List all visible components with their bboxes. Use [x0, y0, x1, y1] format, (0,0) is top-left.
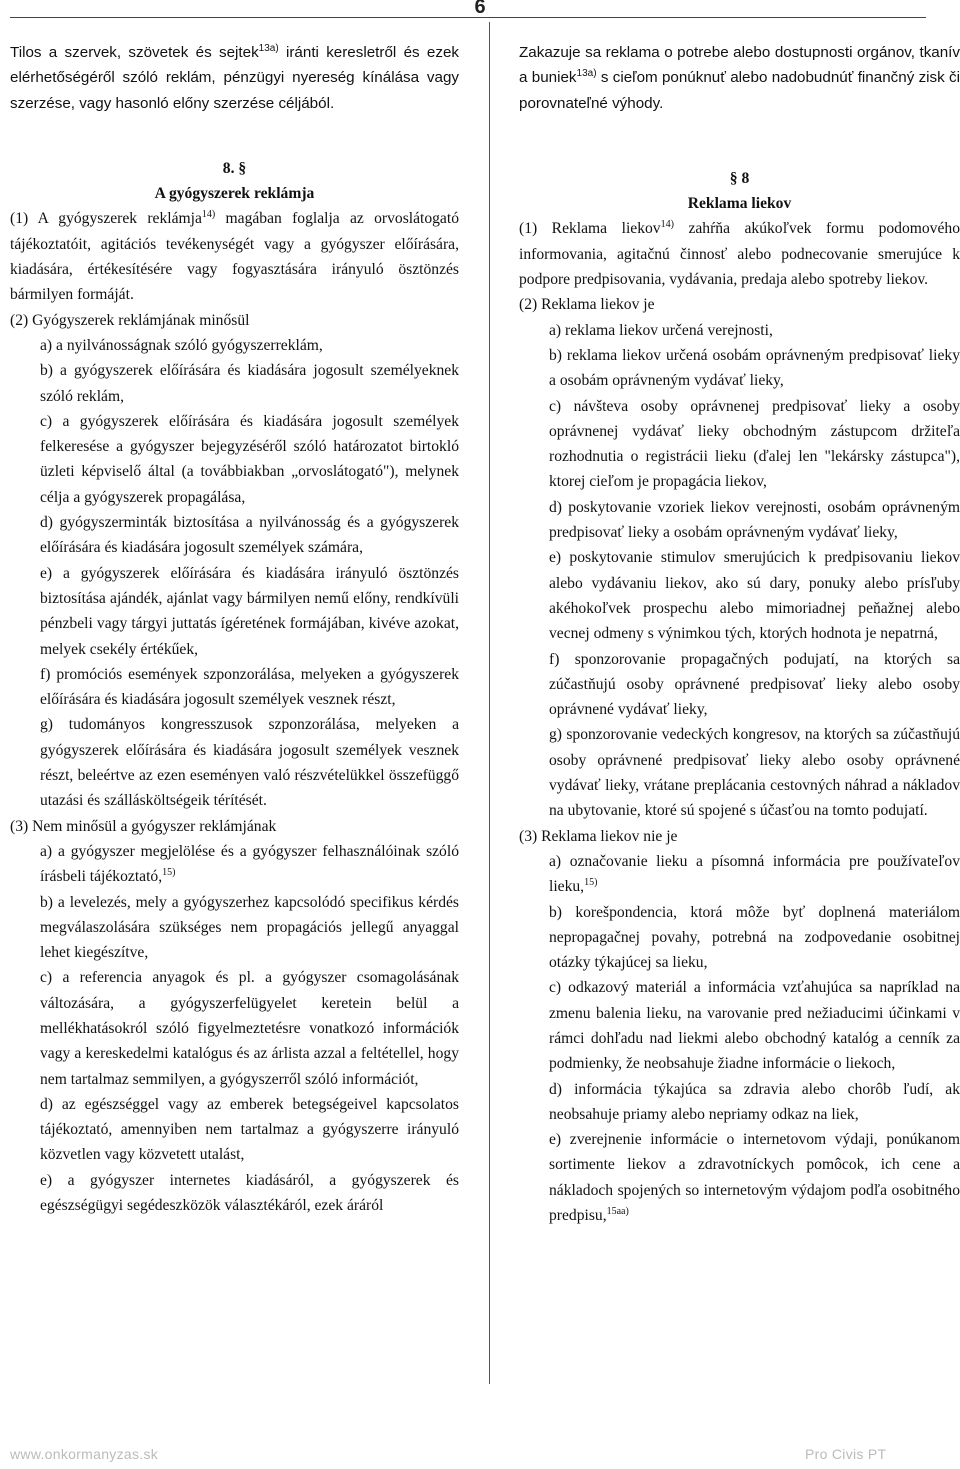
- page-number: 6: [474, 0, 486, 18]
- list-item: g) tudományos kongresszusok szponzorálása, melyeken a gyógyszerek előírására és kiadására jogosult személyek vesznek részt, beleértve az ezen eseményen való részvételükkel összefüggő utazási és szállásköltségeik térítését.: [40, 716, 459, 810]
- intro-paragraph-sk: Zakazuje sa reklama o potrebe alebo dostupnosti orgánov, tkanív a buniek$^{13a)}$ s cieľom ponúknuť alebo nadobudnúť finančný zisk či porovnateľné výhody.: [519, 44, 960, 112]
- list-item: e) poskytovanie stimulov smerujúcich k predpisovaniu liekov alebo vydávaniu liekov, ako sú dary, ponuky alebo prísľuby akéhokoľvek prospechu alebo mimoriadnej peňažnej alebo vecnej odmeny s výnimkou tých, ktorých hodnota je nepatrná,: [549, 549, 960, 643]
- footer-website: www.onkormanyzas.sk: [10, 1446, 159, 1462]
- list-item: a) označovanie lieku a písomná informácia pre používateľov lieku,$^{15)}$: [549, 852, 960, 896]
- list-item: g) sponzorovanie vedeckých kongresov, na ktorých sa zúčastňujú osoby oprávnené predpisovať lieky alebo osoby oprávnené vydávať lieky, vrátane preplácania cestovných náhrad a nákladov na ubytovanie, ktoré sú spojené s účasťou na tomto podujatí.: [549, 726, 960, 820]
- paragraph-1-sk: (1) Reklama liekov$^{14)}$ zahŕňa akúkoľvek formu podomového informovania, agitačnú činnosť alebo podnecovanie smerujúce k podpore predpisovania, vydávania, predaja alebo spotreby liekov.: [519, 219, 960, 289]
- section-title-sk: Reklama liekov: [687, 195, 792, 213]
- list-item: d) poskytovanie vzoriek liekov verejnosti, osobám oprávneným predpisovať lieky a osobám oprávneným vydávať lieky,: [549, 498, 960, 542]
- list-item: d) az egészséggel vagy az emberek betegségeivel kapcsolatos tájékoztató, amennyiben nem tartalmaz a gyógyszerre irányuló közvetlen vagy közvetett utalást,: [40, 1095, 459, 1164]
- footer-publisher: Pro Civis PT: [805, 1446, 887, 1462]
- paragraph-2-lead-hu: (2) Gyógyszerek reklámjának minősül: [10, 311, 250, 329]
- list-item: c) a gyógyszerek előírására és kiadására jogosult személyek felkeresése a gyógyszer bejegyzéséről szóló határozatot birtokló üzleti képviselő által (a továbbiakban „orvoslátogató"), melynek célja a gyógyszerek propagálása,: [40, 412, 459, 506]
- list-item: b) a levelezés, mely a gyógyszerhez kapcsolódó specifikus kérdés megválaszolására szükséges nem propagációs jellegű anyaggal lehet kiegészítve,: [40, 893, 459, 962]
- section-number-hu: 8. §: [222, 159, 247, 177]
- list-item: d) informácia týkajúca sa zdravia alebo chorôb ľudí, ak neobsahuje priamy alebo nepriamy odkaz na liek,: [549, 1080, 960, 1123]
- list-item: c) odkazový materiál a informácia vzťahujúca sa napríklad na zmenu balenia lieku, na varovanie pred nežiaducimi účinkami v rámci dohľadu nad liekmi alebo obchodný katalóg a cenník za podmienky, že neobsahuje žiadne informácie o liekoch,: [549, 979, 960, 1073]
- list-item: b) a gyógyszerek előírására és kiadására jogosult személyeknek szóló reklám,: [40, 362, 459, 405]
- slovak-column: [519, 40, 960, 1228]
- list-item: e) a gyógyszerek előírására és kiadására irányuló ösztönzés biztosítása ajándék, ajánlat vagy bármilyen nemű előny, rendkívüli pénzbeli vagy tárgyi juttatás ígéretének formájában, kivéve azokat, melyek csekély értékűek,: [40, 564, 459, 658]
- list-item: b) korešpondencia, ktorá môže byť doplnená materiálom nepropagačnej povahy, potrebná na zodpovedanie osobitnej otázky týkajúcej sa lieku,: [549, 903, 960, 972]
- paragraph-3-lead-sk: (3) Reklama liekov nie je: [519, 827, 678, 845]
- list-item: c) návšteva osoby oprávnenej predpisovať lieky a osoby oprávnenej vydávať lieky obchodným zástupcom držiteľa rozhodnutia o registrácii lieku (ďalej len "lekársky zástupca"), ktorej cieľom je propagácia liekov,: [549, 397, 960, 491]
- hungarian-column: [10, 40, 459, 1218]
- list-item: f) promóciós események szponzorálása, melyeken a gyógyszerek előírására és kiadására jogosult személyek vesznek részt,: [40, 665, 459, 709]
- section-title-hu: A gyógyszerek reklámja: [154, 185, 315, 203]
- section-number-sk: § 8: [729, 169, 750, 187]
- header-rule: [10, 17, 926, 18]
- list-item: f) sponzorovanie propagačných podujatí, na ktorých sa zúčastňujú osoby oprávnené predpisovať lieky alebo osoby oprávnené vydávať lieky,: [549, 650, 960, 719]
- list-item: e) zverejnenie informácie o internetovom výdaji, ponúkanom sortimente liekov a zdravotníckych pomôcok, ich cene a nákladoch spojených so internetovým výdajom podľa osobitného predpisu,$^{15aa)}$: [549, 1131, 960, 1225]
- list-item: c) a referencia anyagok és pl. a gyógyszer csomagolásának változására, a gyógyszerfelügyelet keretein belül a mellékhatásokról szóló figyelmeztetésre vonatkozó információk vagy a kereskedelmi katalógus és az árlista azzal a feltétellel, hogy nem tartalmaz semmilyen, a gyógyszerről szóló információt,: [40, 969, 459, 1088]
- list-item: a) a nyilvánosságnak szóló gyógyszerreklám,: [40, 336, 323, 354]
- intro-paragraph-hu: Tilos a szervek, szövetek és sejtek$^{13a)}$ iránti keresletről és ezek elérhetőségéről szóló reklám, pénzügyi nyereség kínálása vagy szerzése, vagy hasonló előny szerzése céljából.: [10, 43, 459, 112]
- list-item: a) a gyógyszer megjelölése és a gyógyszer felhasználóinak szóló írásbeli tájékoztató,$^{15)}$: [40, 842, 459, 886]
- list-item: e) a gyógyszer internetes kiadásáról, a gyógyszerek és egészségügyi segédeszközök választékáról, ezek áráról: [40, 1171, 459, 1215]
- list-item: d) gyógyszerminták biztosítása a nyilvánosság és a gyógyszerek előírására és kiadására jogosult személyek számára,: [40, 514, 459, 557]
- paragraph-3-lead-hu: (3) Nem minősül a gyógyszer reklámjának: [10, 817, 277, 835]
- list-item: a) reklama liekov určená verejnosti,: [549, 321, 773, 339]
- list-item: b) reklama liekov určená osobám oprávneným predpisovať lieky a osobám oprávneným vydávať lieky,: [549, 346, 960, 390]
- paragraph-2-lead-sk: (2) Reklama liekov je: [519, 296, 655, 314]
- column-divider: [489, 22, 490, 1384]
- paragraph-1-hu: (1) A gyógyszerek reklámja$^{14)}$ magában foglalja az orvoslátogató tájékoztatóit, agitációs tevékenységét vagy a gyógyszer előírására, kiadására, értékesítésére vagy fogyasztására irányuló ösztönzés bármilyen formáját.: [10, 209, 459, 304]
